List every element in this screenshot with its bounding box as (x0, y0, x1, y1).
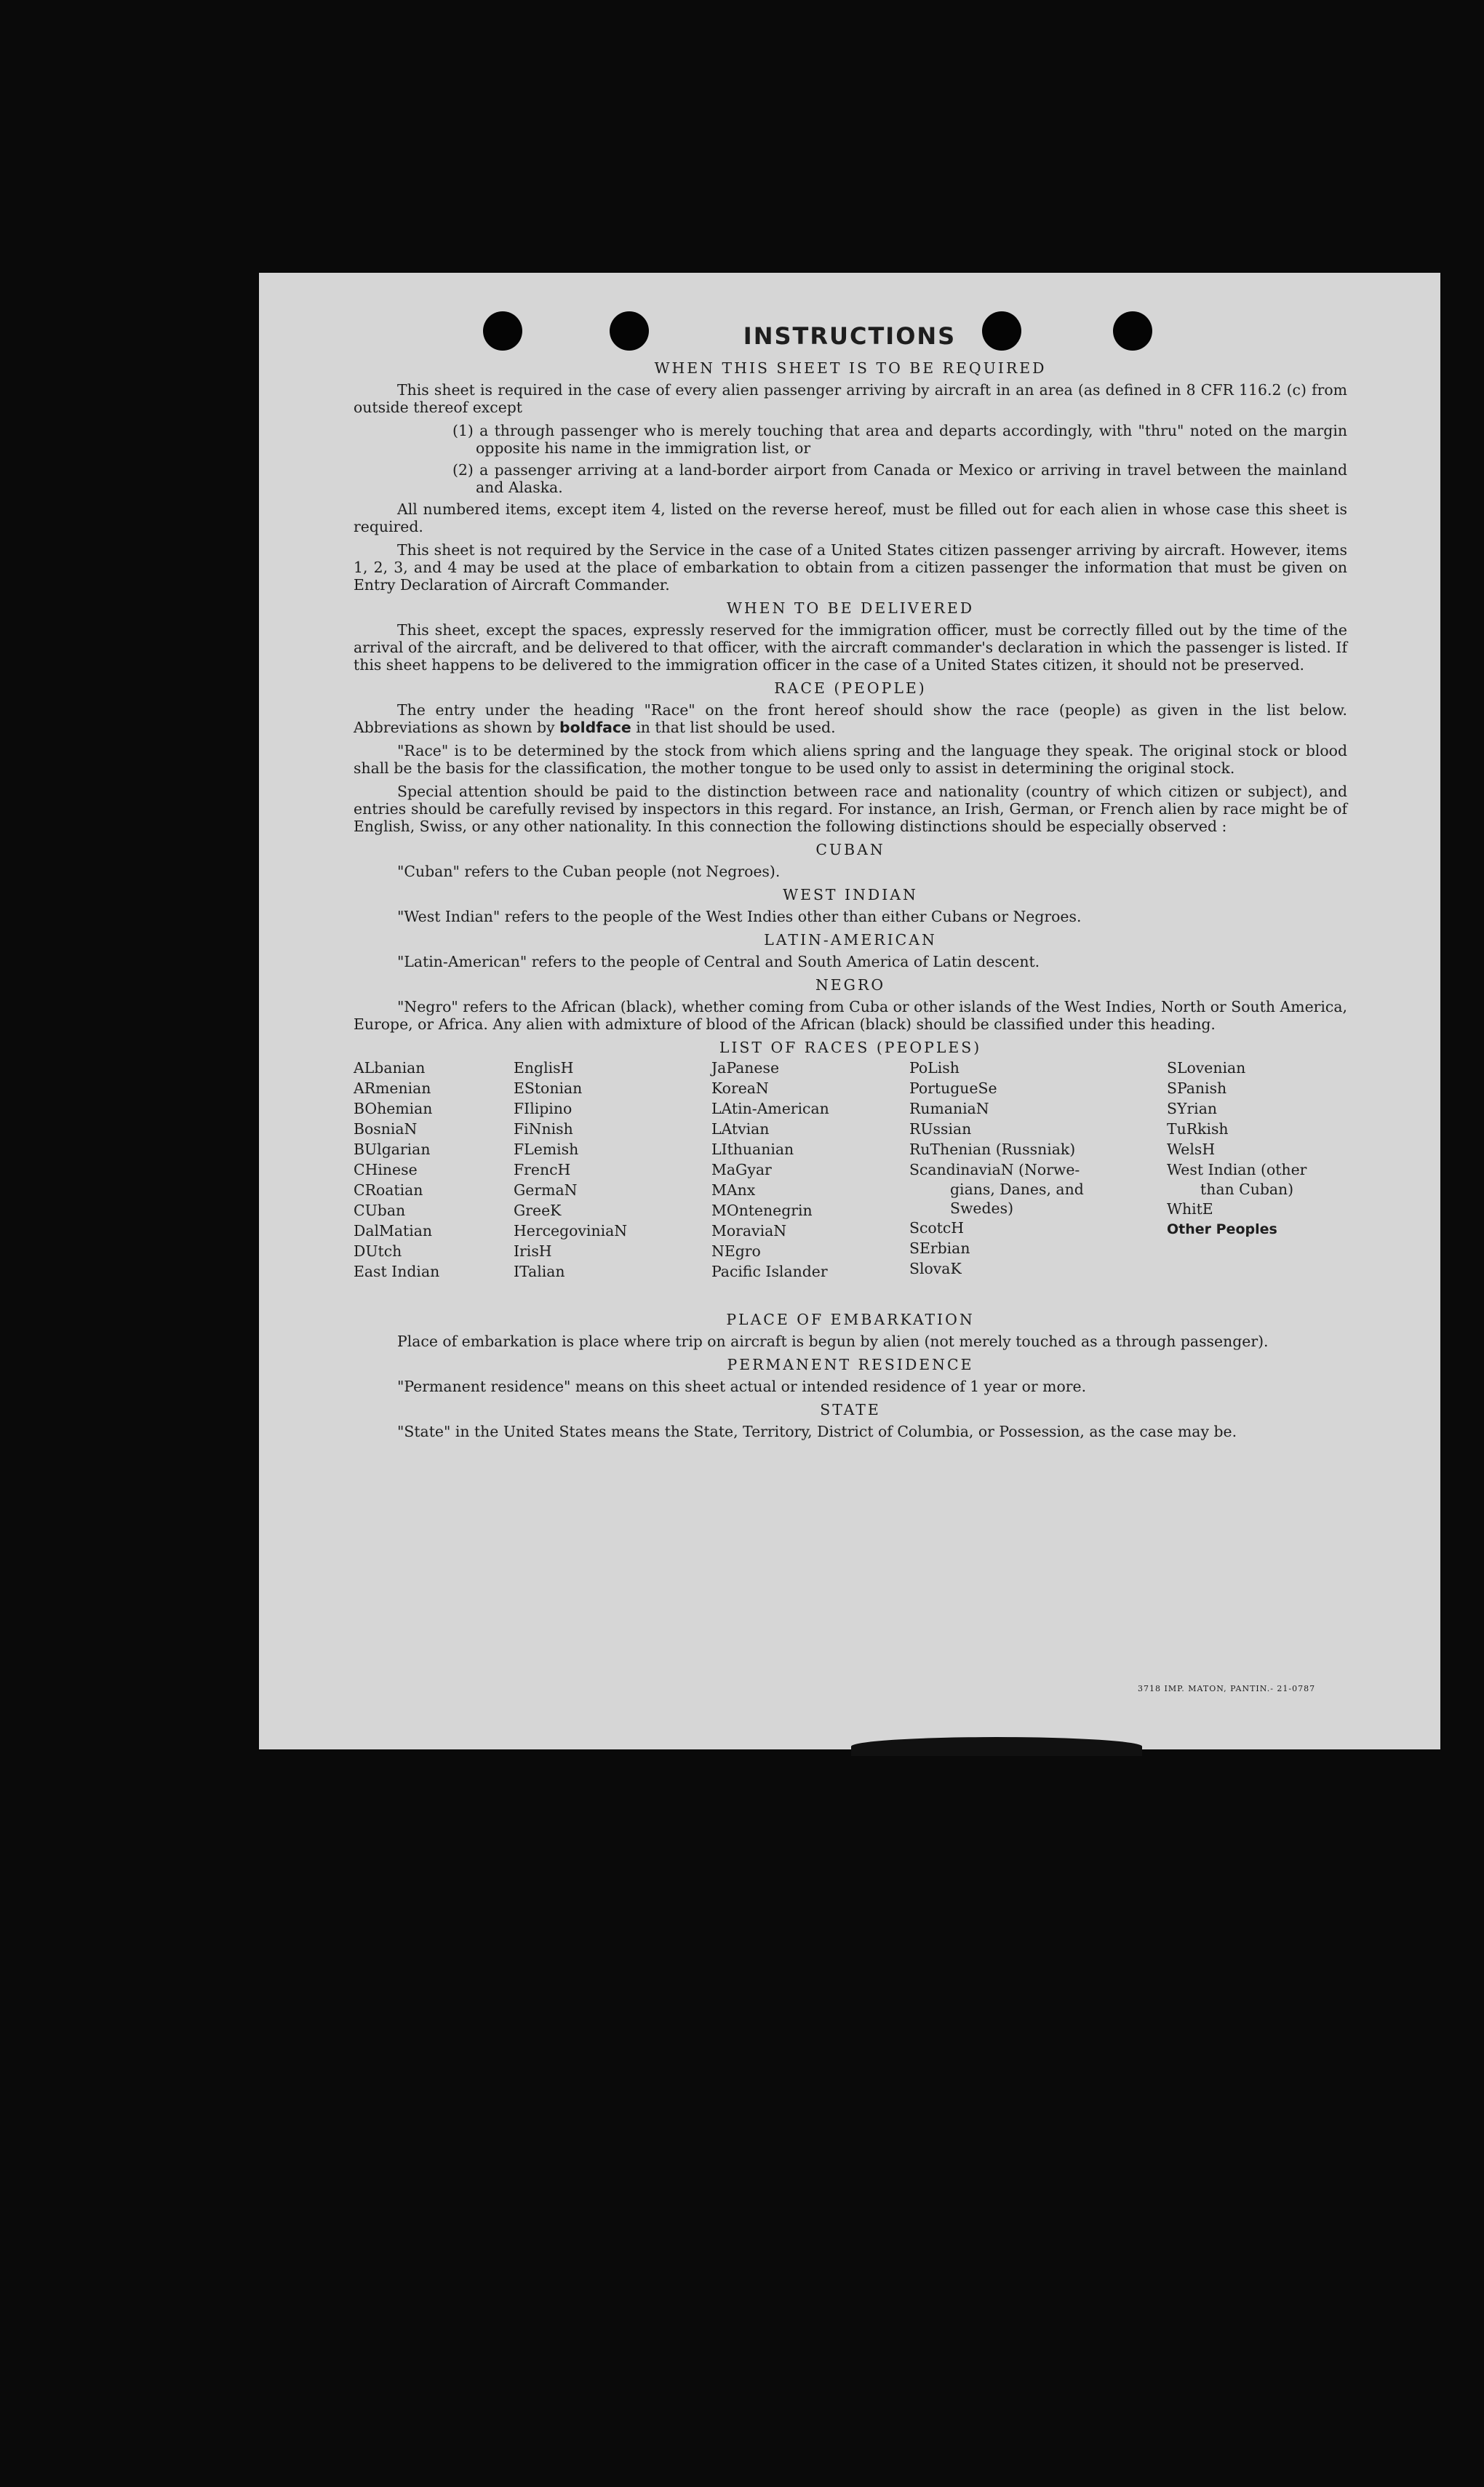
page-title: INSTRUCTIONS (743, 322, 957, 350)
section-heading: LIST OF RACES (PEOPLES) (719, 1039, 982, 1056)
race-item: DalMatian (354, 1222, 433, 1239)
race-item: BUlgarian (354, 1141, 431, 1158)
section-heading: WHEN THIS SHEET IS TO BE REQUIRED (654, 359, 1047, 377)
race-item: WelsH (1167, 1141, 1216, 1158)
list-item: (2) a passenger arriving at a land-border airport from Canada or Mexico or arriving in travel between the mainland and Alaska. (452, 461, 1347, 496)
race-item: Pacific Islander (711, 1263, 828, 1280)
paragraph: Special attention should be paid to the distinction between race and nationality (country of which citizen or subject), and entries should be carefully revised by inspectors in this regard. For instance, an Irish, German, or French alien by race might be of English, Swiss, or any other nationality. In this connection the following distinctions should be especially observed : (354, 783, 1347, 835)
race-item: SYrian (1167, 1100, 1217, 1117)
race-item: IrisH (514, 1242, 552, 1260)
race-item: LIthuanian (711, 1141, 794, 1158)
paragraph: All numbered items, except item 4, listed on the reverse hereof, must be filled out for each alien in whose case this sheet is required. (354, 500, 1347, 535)
race-item: FiNnish (514, 1120, 573, 1138)
paragraph: This sheet, except the spaces, expressly reserved for the immigration officer, must be correctly filled out by the time of the arrival of the aircraft, and be delivered to that officer, with the aircraft commander's declaration in which the passenger is listed. If this sheet happens to be delivered to the immigration officer in the case of a United States citizen, it should not be preserved. (354, 621, 1347, 674)
section-heading: PLACE OF EMBARKATION (726, 1311, 975, 1328)
race-item: RuThenian (Russniak) (909, 1141, 1076, 1158)
section-heading: LATIN-AMERICAN (764, 931, 937, 949)
race-item: WhitE (1167, 1200, 1213, 1218)
paragraph: "State" in the United States means the State, Territory, District of Columbia, or Possession, as the case may be. (397, 1423, 1237, 1440)
races-column (909, 1058, 1120, 1279)
races-column (354, 1058, 439, 1282)
paragraph: This sheet is required in the case of every alien passenger arriving by aircraft in an area (as defined in 8 CFR 116.2 (c) from outside thereof except (354, 381, 1347, 416)
race-item: LAtvian (711, 1120, 770, 1138)
section-heading: PERMANENT RESIDENCE (727, 1356, 974, 1373)
races-column (514, 1058, 627, 1282)
race-item: MAnx (711, 1181, 756, 1199)
race-item-continuation: than Cuban) (1200, 1181, 1294, 1198)
race-item: BOhemian (354, 1100, 433, 1117)
race-item: MaGyar (711, 1161, 772, 1178)
race-item: MOntenegrin (711, 1202, 813, 1219)
paragraph: This sheet is not required by the Service in the case of a United States citizen passenger arriving by aircraft. However, items 1, 2, 3, and 4 may be used at the place of embarkation to obtain from a citizen passenger the information that must be given on Entry Declaration of Aircraft Commander. (354, 541, 1347, 594)
race-item: SPanish (1167, 1079, 1227, 1097)
race-item: ScotcH (909, 1219, 965, 1237)
race-item: FrencH (514, 1161, 571, 1178)
race-item: Other Peoples (1167, 1221, 1277, 1237)
race-item: ALbanian (354, 1059, 426, 1077)
sheet-shadow (851, 1737, 1142, 1756)
race-item: HercegoviniaN (514, 1222, 628, 1239)
race-item: SlovaK (909, 1260, 962, 1277)
race-item: West Indian (other (1167, 1161, 1307, 1178)
race-item: GreeK (514, 1202, 562, 1219)
instructions-body (354, 355, 1347, 1446)
race-item: CUban (354, 1202, 406, 1219)
paragraph: "Race" is to be determined by the stock from which aliens spring and the language they speak. The original stock or blood shall be the basis for the classification, the mother tongue to be used only to assist in determining the original stock. (354, 742, 1347, 777)
race-item-continuation: gians, Danes, and Swedes) (950, 1181, 1084, 1217)
paragraph: "Negro" refers to the African (black), whether coming from Cuba or other islands of the West Indies, North or South America, Europe, or Africa. Any alien with admixture of blood of the African (black) should be classified under this heading. (354, 998, 1347, 1033)
bold-term: boldface (559, 719, 631, 736)
paragraph: "Cuban" refers to the Cuban people (not Negroes). (397, 863, 781, 880)
race-item: RUssian (909, 1120, 972, 1138)
race-item: DUtch (354, 1242, 402, 1260)
race-item: EStonian (514, 1079, 583, 1097)
printer-code: 3718 IMP. MATON, PANTIN.- 21-0787 (1138, 1684, 1316, 1693)
paragraph: "West Indian" refers to the people of the West Indies other than either Cubans or Negroes. (397, 908, 1082, 925)
race-item: NEgro (711, 1242, 761, 1260)
section-heading: CUBAN (815, 841, 885, 858)
races-list (354, 1058, 1347, 1305)
race-item: ScandinaviaN (Norwe- (909, 1161, 1080, 1178)
paragraph: Place of embarkation is place where trip on aircraft is begun by alien (not merely touched as a through passenger). (397, 1333, 1269, 1350)
race-item: SErbian (909, 1239, 970, 1257)
paragraph: "Latin-American" refers to the people of Central and South America of Latin descent. (397, 953, 1040, 970)
race-item: RumaniaN (909, 1100, 989, 1117)
section-heading: RACE (PEOPLE) (774, 679, 927, 697)
race-item: FIlipino (514, 1100, 573, 1117)
race-item: MoraviaN (711, 1222, 787, 1239)
text-run: in that list should be used. (631, 719, 836, 736)
race-item: KoreaN (711, 1079, 769, 1097)
text-run: The entry under the heading "Race" on the front hereof should show the race (people) as given in the list below. Abbreviations as shown by (354, 701, 1347, 736)
race-item: East Indian (354, 1263, 440, 1280)
list-item: (1) a through passenger who is merely touching that area and departs accordingly, with "thru" noted on the margin opposite his name in the immigration list, or (452, 422, 1347, 457)
race-item: BosniaN (354, 1120, 418, 1138)
section-heading: NEGRO (815, 976, 886, 994)
section-heading: WEST INDIAN (783, 886, 918, 903)
section-heading: WHEN TO BE DELIVERED (726, 599, 975, 617)
race-item: ARmenian (354, 1079, 431, 1097)
race-item: LAtin-American (711, 1100, 829, 1117)
races-column (1167, 1058, 1347, 1239)
race-item: FLemish (514, 1141, 579, 1158)
race-item: TuRkish (1167, 1120, 1229, 1138)
section-heading: STATE (820, 1401, 881, 1418)
race-item: PoLish (909, 1059, 960, 1077)
race-item: SLovenian (1167, 1059, 1246, 1077)
races-column (711, 1058, 829, 1282)
instruction-sheet (259, 273, 1440, 1749)
paragraph (354, 701, 1347, 736)
race-item: CHinese (354, 1161, 418, 1178)
race-item: PortugueSe (909, 1079, 997, 1097)
race-item: JaPanese (711, 1059, 780, 1077)
race-item: CRoatian (354, 1181, 423, 1199)
race-item: EnglisH (514, 1059, 574, 1077)
race-item: ITalian (514, 1263, 565, 1280)
race-item: GermaN (514, 1181, 578, 1199)
paragraph: "Permanent residence" means on this sheet actual or intended residence of 1 year or more. (397, 1378, 1087, 1395)
